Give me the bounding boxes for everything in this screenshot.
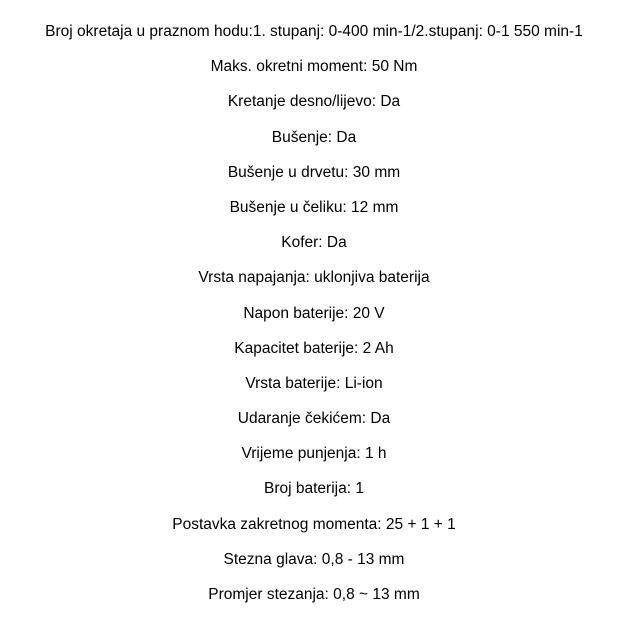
spec-direction: Kretanje desno/lijevo: Da [227, 93, 401, 111]
spec-battery-count: Broj baterija: 1 [264, 480, 364, 498]
spec-idle-speed: Broj okretaja u praznom hodu:1. stupanj: 0-400 min-1/2.stupanj: 0-1 550 min-1 [45, 23, 583, 40]
spec-case: Kofer: Da [281, 234, 347, 252]
spec-torque-settings: Postavka zakretnog momenta: 25 + 1 + 1 [172, 515, 456, 533]
spec-max-torque: Maks. okretni moment: 50 Nm [210, 58, 418, 76]
spec-charge-time: Vrijeme punjenja: 1 h [241, 445, 387, 463]
spec-drilling-wood: Bušenje u drvetu: 30 mm [227, 163, 401, 181]
spec-chuck: Stezna glava: 0,8 - 13 mm [223, 550, 405, 568]
spec-battery-capacity: Kapacitet baterije: 2 Ah [234, 339, 394, 357]
spec-battery-voltage: Napon baterije: 20 V [243, 304, 385, 322]
spec-power-type: Vrsta napajanja: uklonjiva baterija [198, 269, 430, 287]
spec-drilling: Bušenje: Da [271, 128, 357, 146]
spec-hammer: Udaranje čekićem: Da [237, 410, 391, 428]
spec-clamp-diameter: Promjer stezanja: 0,8 ~ 13 mm [208, 586, 420, 603]
spec-drilling-steel: Bušenje u čeliku: 12 mm [229, 198, 399, 216]
spec-battery-type: Vrsta baterije: Li-ion [245, 374, 383, 392]
